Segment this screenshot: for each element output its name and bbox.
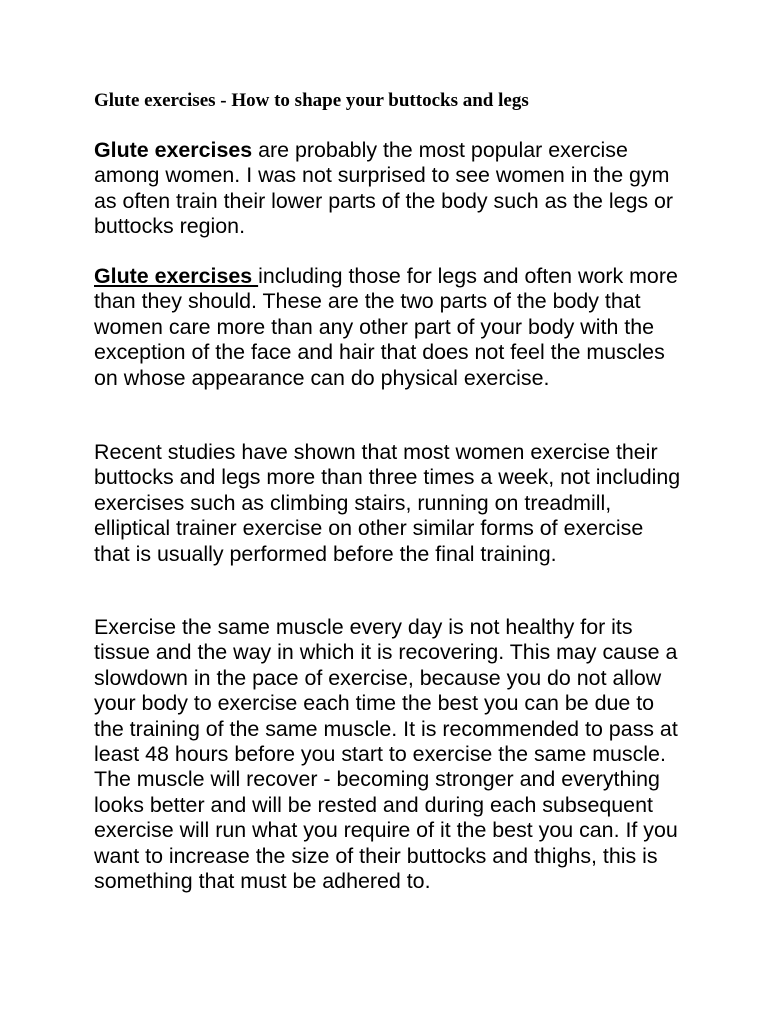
document-title: Glute exercises - How to shape your buttocks and legs [94,90,529,111]
paragraph-4: Exercise the same muscle every day is not healthy for its tissue and the way in which it is recovering. This may cause a slowdown in the pace of exercise, because you do not allow your body to exercise each time the best you can be due to the training of the same muscle. It is recommended to pass at least 48 hours before you start to exercise the same muscle. The muscle will recover - becoming stronger and everything looks better and will be rested and during each subsequent exercise will run what you require of it the best you can. If you want to increase the size of their buttocks and thighs, this is something that must be adhered to. [94,615,678,894]
paragraph-1-text: are probably the most popular exercise among women. I was not surprised to see women in the gym as often train their lower parts of the body such as the legs or buttocks region. [94,138,674,239]
paragraph-3: Recent studies have shown that most women exercise their buttocks and legs more than three times a week, not including exercises such as climbing stairs, running on treadmill, elliptical trainer exercise on other similar forms of exercise that is usually performed before the final training. [94,440,681,566]
paragraph-2-lead: Glute exercises [94,264,259,288]
paragraph-1-lead: Glute exercises [94,138,253,162]
paragraph-2 [94,264,684,391]
paragraph-2-text: including those for legs and often work more than they should. These are the two parts of the body that women care more than any other part of your body with the exception of the face and hair that does not feel the muscles on whose appearance can do physical exercise. [94,264,678,390]
paragraph-1 [94,138,684,240]
